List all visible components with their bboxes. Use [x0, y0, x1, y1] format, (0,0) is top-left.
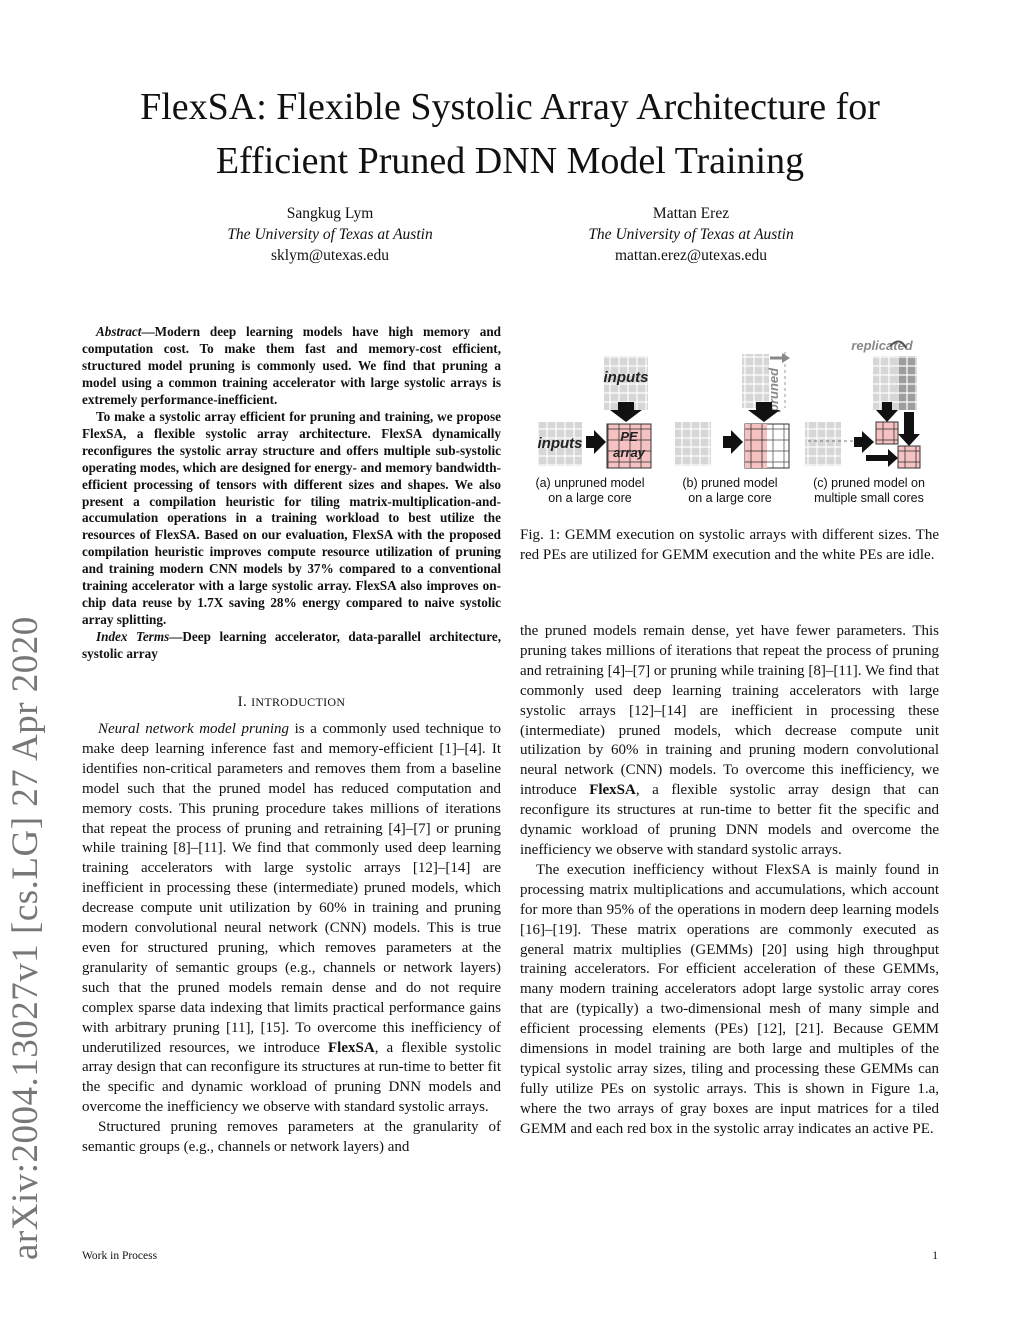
subcaption-b	[660, 476, 800, 506]
abstract-p1: —Modern deep learning models have high memory and computation cost. To make them fast and memory-cost efficient, structured model pruning is commonly used. We find that pruning a model using a common training accelerator with large systolic arrays is extremely performance-inefficient.	[82, 324, 501, 407]
pruned-label: pruned	[766, 367, 781, 412]
intro-right-column	[520, 622, 939, 1140]
author-block-2	[526, 203, 856, 266]
input-matrix-top-c2	[897, 356, 917, 410]
arrow-down-icon-long	[898, 412, 920, 446]
subcaption-c-line2: multiple small cores	[814, 491, 924, 505]
pe-active-region	[745, 424, 767, 468]
small-core-1	[876, 422, 898, 444]
author-block-1	[165, 203, 495, 266]
abstract-p2: To make a systolic array efficient for pruning and training, we propose FlexSA, a flexible systolic array architecture. FlexSA dynamically reconfigures the systolic array structure and offers multiple sub-systolic operating modes, which are designed for energy- and memory bandwidth-efficient processing of tensors with different sizes and shapes. We also present a compilation heuristic for tiling matrix-multiplication-and-accumulation operations in a training workload to best utilize the resources of FlexSA. Based on our evaluation, FlexSA with the proposed compilation heuristic improves compute resource utilization of pruning and training modern CNN models by 37% compared to a conventional training accelerator with a large systolic array. FlexSA also improves on-chip data reuse by 1.7X saving 28% energy compared to naive systolic array splitting.	[82, 408, 501, 628]
intro-p1-text-end: , a flexible systolic array design that can reconfigure its structures at run-time to better fit the specific and dynamic workload of pruning DNN models and overcome the inefficiency we observe with standard systolic arrays.	[82, 1039, 501, 1116]
arrow-right-icon	[854, 431, 874, 453]
subcaption-c	[798, 476, 940, 506]
pruned-arrow-head-icon	[782, 353, 790, 363]
intro-right-p2: The execution inefficiency without FlexSA is mainly found in processing matrix multiplications and accumulations, which account for more than 95% of the operations in modern deep learning models [16]–[19]. These matrix operations are commonly executed as general matrix multiplies (GEMMs) [20] using high throughput training accelerators. For efficient acceleration of these GEMMs, many modern training accelerators adopt large systolic array cores that are (typically) a two-dimensional mesh of many simple and efficient processing elements (PEs) [12], [21]. Because GEMM dimensions in model training are both large and multiples of the typical systolic array sizes, tiling and processing these GEMMs can fully utilize PEs on systolic arrays. This is shown in Figure 1.a, where the two arrays of gray boxes are input matrices for a tiled GEMM and each red box in the systolic array indicates an active PE.	[520, 861, 939, 1137]
subcaption-b-line1: (b) pruned model	[682, 476, 778, 490]
small-core-2	[898, 446, 920, 468]
inputs-left-label: inputs	[537, 435, 583, 452]
subfigure-b	[675, 352, 790, 468]
subcaption-a	[520, 476, 660, 506]
intro-p2: Structured pruning removes parameters at the granularity of semantic groups (e.g., channels or network layers) and	[82, 1119, 501, 1156]
arrow-right-icon-long	[866, 449, 898, 467]
author-email[interactable]: sklym@utexas.edu	[270, 247, 390, 264]
arrow-right-icon	[586, 430, 606, 454]
author-affiliation: The University of Texas at Austin	[227, 226, 433, 243]
subcaption-a-line2: on a large core	[548, 491, 632, 505]
author-email[interactable]: mattan.erez@utexas.edu	[615, 247, 767, 264]
flexsa-term: FlexSA	[328, 1039, 375, 1056]
array-label: array	[613, 445, 645, 460]
input-matrix-top-pruned	[742, 354, 769, 408]
input-matrix-left-c	[805, 422, 841, 466]
subfigure-c	[805, 338, 920, 468]
subfigure-a	[538, 356, 652, 468]
section-title: INTRODUCTION	[251, 695, 346, 709]
input-matrix-left-b	[675, 422, 711, 466]
subcaption-c-line1: (c) pruned model on	[813, 476, 925, 490]
page-number: 1	[932, 1250, 938, 1262]
title-line-2: Efficient Pruned DNN Model Training	[215, 140, 805, 182]
section-heading-introduction	[82, 694, 501, 711]
intro-lead: Neural network model pruning	[98, 721, 290, 737]
arrow-right-icon	[723, 430, 743, 454]
pe-label: PE	[620, 429, 638, 444]
author-name: Sangkug Lym	[286, 205, 374, 222]
subcaption-b-line2: on a large core	[688, 491, 772, 505]
index-terms-label: Index Terms	[96, 629, 170, 645]
figure-1-caption: Fig. 1: GEMM execution on systolic arrays with different sizes. The red PEs are utilized for GEMM execution and the white PEs are idle.	[520, 527, 939, 563]
figure-1	[520, 330, 940, 510]
inputs-top-label: inputs	[603, 369, 649, 386]
flexsa-term: FlexSA	[589, 782, 636, 799]
paper-title	[0, 80, 1020, 188]
input-matrix-top-c1	[873, 356, 900, 410]
author-name: Mattan Erez	[652, 205, 730, 222]
intro-p1-text: is a commonly used technique to make deep learning inference fast and memory-efficient [1]–[4]. It identifies non-critical parameters and removes them from a baseline model such that the pruned model has reduced computation and memory costs. This pruning procedure takes millions of iterations that repeat the process of pruning and retraining [4]–[7] or pruning while training [8]–[11]. We find that commonly used deep learning training accelerators with large systolic arrays [12]–[14] are inefficient in processing these (intermediate) pruned models, which decrease compute unit utilization by 60% in training and pruning modern convolutional neural network (CNN) models. This is true even for structured pruning, which removes parameters at the granularity of semantic groups (e.g., channels or network layers) such that the pruned models remain dense and do not require complex sparse data indexing that limits practical performance gains with arbitrary pruning [11], [15]. To overcome this inefficiency of underutilized resources, we introduce	[82, 721, 502, 1056]
arxiv-stamp: arXiv:2004.13027v1 [cs.LG] 27 Apr 2020	[5, 616, 46, 1260]
abstract	[82, 324, 501, 663]
intro-right-p1: the pruned models remain dense, yet have fewer parameters. This pruning takes millions of iterations that repeat the process of pruning and retraining [4]–[7] or pruning while training [8]–[11]. We find that commonly used deep learning training accelerators with large systolic arrays [12]–[14] are inefficient in processing these (intermediate) pruned models, which decrease compute unit utilization by 60% in training and pruning modern convolutional neural network (CNN) models. To overcome this inefficiency, we introduce	[520, 623, 939, 799]
author-affiliation: The University of Texas at Austin	[588, 226, 794, 243]
abstract-label: Abstract	[96, 324, 142, 339]
index-terms: —Deep learning accelerator, data-parallel architecture, systolic array	[82, 629, 502, 662]
intro-right-p1-end: , a flexible systolic array design that can reconfigure its structures at run-time to better fit the specific and dynamic workload of pruning DNN models and overcome the inefficiency we observe with standard systolic arrays.	[520, 782, 939, 858]
intro-left-column	[82, 720, 501, 1158]
replicated-label: replicated	[851, 338, 913, 353]
section-number: I.	[237, 694, 248, 710]
footer-left: Work in Process	[82, 1250, 158, 1262]
title-line-1: FlexSA: Flexible Systolic Array Architecture for	[140, 86, 880, 128]
subcaption-a-line1: (a) unpruned model	[535, 476, 645, 490]
